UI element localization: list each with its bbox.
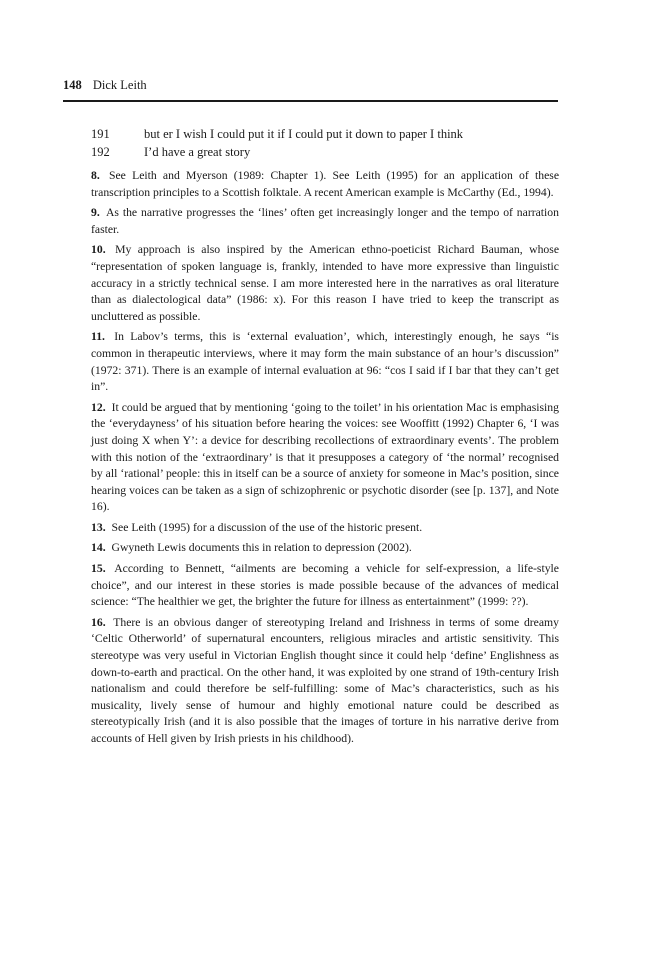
transcript-line (91, 143, 561, 161)
note-text: According to Bennett, “ailments are becoming a vehicle for self-expression, a life-style choice”, and our interest in these stories is made possible because of the advances of medical science: “The healthier we get, the brighter the future for illness as entertainment” (1999: ??). (91, 562, 559, 609)
note-number: 8. (91, 169, 100, 182)
transcript-excerpt (91, 125, 561, 161)
note-text: As the narrative progresses the ‘lines’ often get increasingly longer and the tempo of narration faster. (91, 206, 559, 236)
line-number: 192 (91, 145, 110, 159)
note-text: My approach is also inspired by the American ethno-poeticist Richard Bauman, whose “representation of spoken language is, frankly, intended to have more expressive than linguistic accuracy in a strictly technical sense. I am more interested here in the narratives as oral literature than as dialectological data” (1986: x). For this reason I have tried to keep the transcript as uncluttered as possible. (91, 243, 560, 323)
endnotes (91, 168, 559, 752)
note-text: See Leith and Myerson (1989: Chapter 1). See Leith (1995) for an application of these transcription principles to a Scottish folktale. A recent American example is McCarthy (Ed., 1994). (91, 169, 560, 199)
running-author: Dick Leith (92, 78, 147, 92)
note-9 (91, 205, 559, 238)
note-number: 11. (91, 330, 105, 344)
line-text: I’d have a great story (144, 145, 251, 159)
note-8 (91, 168, 559, 201)
line-number: 191 (91, 127, 110, 141)
note-number: 10. (91, 243, 106, 257)
note-10 (91, 242, 559, 325)
note-number: 9. (91, 206, 100, 220)
note-text: It could be argued that by mentioning ‘going to the toilet’ in his orientation Mac is emphasising the ‘everydayness’ of his situation before hearing the voices: see Wooffitt (1992) Chapter 6, ‘I was just doing X when Y’: a device for describing recollections of extraordinary events’. The problem with this notion of the ‘extraordinary’ is that it presupposes a category of ‘the normal’ recognised by all ‘rational’ people: this in itself can be a source of anxiety for someone in Mac’s position, since hearing voices can be taken as a sign of schizophrenic or psychotic disorder (see [p. 137], and Note 16). (91, 400, 559, 514)
note-15 (91, 561, 559, 611)
note-text: In Labov’s terms, this is ‘external evaluation’, which, interestingly enough, he says “is common in therapeutic interviews, where it may form the main substance of an hour’s discussion” (1972: 371). There is an example of internal evaluation at 96: “cos I said if I bar that they can’t get in”. (91, 330, 559, 394)
note-text: Gwyneth Lewis documents this in relation to depression (2002). (111, 541, 412, 555)
note-number: 16. (91, 615, 106, 629)
running-header (63, 78, 558, 102)
transcript-line (91, 125, 561, 143)
line-text: but er I wish I could put it if I could put it down to paper I think (144, 127, 464, 141)
note-text: There is an obvious danger of stereotyping Ireland and Irishness in terms of some dreamy ‘Celtic Otherworld’ of supernatural encounters, religious miracles and artistic sensitivity. This stereotype was very useful in Victorian English thought since it could help ‘define’ Englishness as down-to-earth and practical. On the other hand, it was exploited by one strand of 19th-century Irish nationalism and could therefore be self-fulfilling: some of Mac’s characteristics, such as his musicality, lively sense of humour and highly emotional nature could be described as stereotypically Irish (and it is also possible that the images of torture in his narrative derive from accounts of Hell given by Irish priests in his childhood). (91, 615, 559, 745)
note-number: 15. (91, 562, 106, 576)
page-number: 148 (63, 78, 82, 92)
note-13 (91, 520, 559, 537)
note-number: 12. (91, 400, 106, 414)
note-number: 13. (91, 520, 106, 534)
note-16 (91, 615, 559, 748)
note-text: See Leith (1995) for a discussion of the use of the historic present. (111, 520, 423, 534)
note-14 (91, 540, 559, 557)
note-12 (91, 400, 559, 516)
note-11 (91, 329, 559, 395)
note-number: 14. (91, 541, 106, 555)
